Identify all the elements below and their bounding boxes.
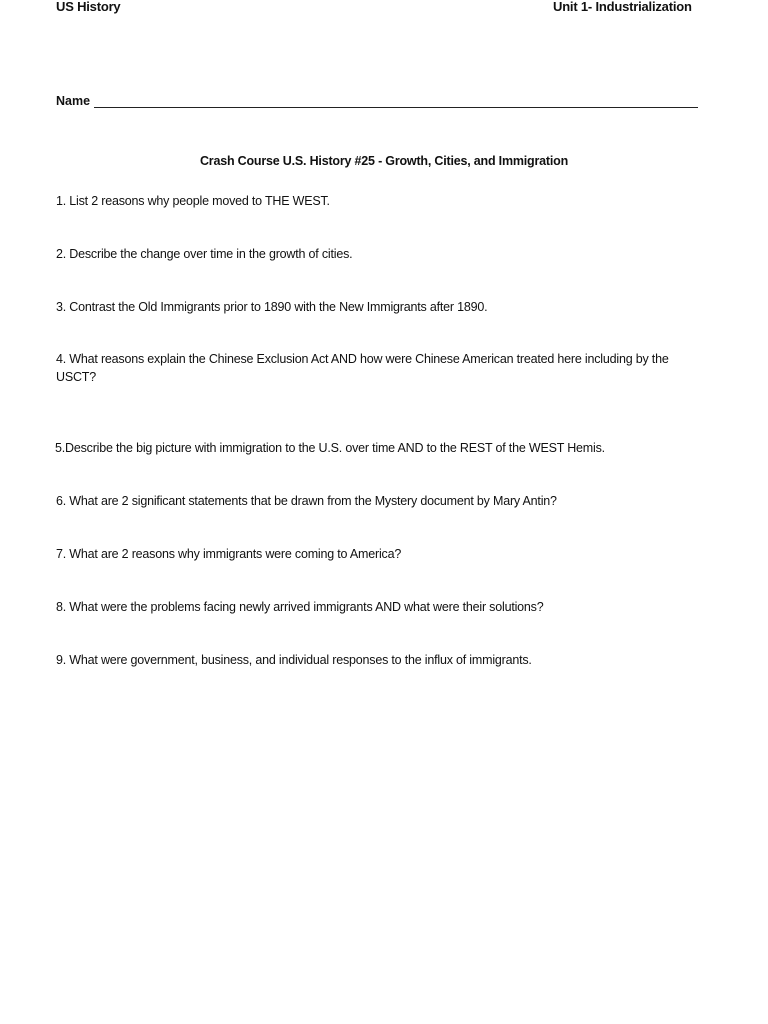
name-blank-line[interactable] <box>94 94 698 108</box>
name-label: Name <box>56 94 91 108</box>
unit-header: Unit 1- Industrialization <box>553 0 692 14</box>
course-header: US History <box>56 0 121 14</box>
question-3: 3. Contrast the Old Immigrants prior to 1890 with the New Immigrants after 1890. <box>56 300 488 314</box>
question-4: 4. What reasons explain the Chinese Exclusion Act AND how were Chinese American treated here including by the USCT? <box>56 352 669 384</box>
question-6: 6. What are 2 significant statements that be drawn from the Mystery document by Mary Antin? <box>56 494 557 508</box>
question-5: 5.Describe the big picture with immigration to the U.S. over time AND to the REST of the WEST Hemis. <box>55 441 605 455</box>
question-2: 2. Describe the change over time in the growth of cities. <box>56 247 353 261</box>
question-1: 1. List 2 reasons why people moved to THE WEST. <box>56 194 330 208</box>
question-8: 8. What were the problems facing newly arrived immigrants AND what were their solutions? <box>56 600 544 614</box>
worksheet-title: Crash Course U.S. History #25 - Growth, Cities, and Immigration <box>199 154 569 168</box>
question-7: 7. What are 2 reasons why immigrants were coming to America? <box>56 547 402 561</box>
question-9: 9. What were government, business, and individual responses to the influx of immigrants. <box>56 653 532 667</box>
name-row <box>56 94 698 108</box>
